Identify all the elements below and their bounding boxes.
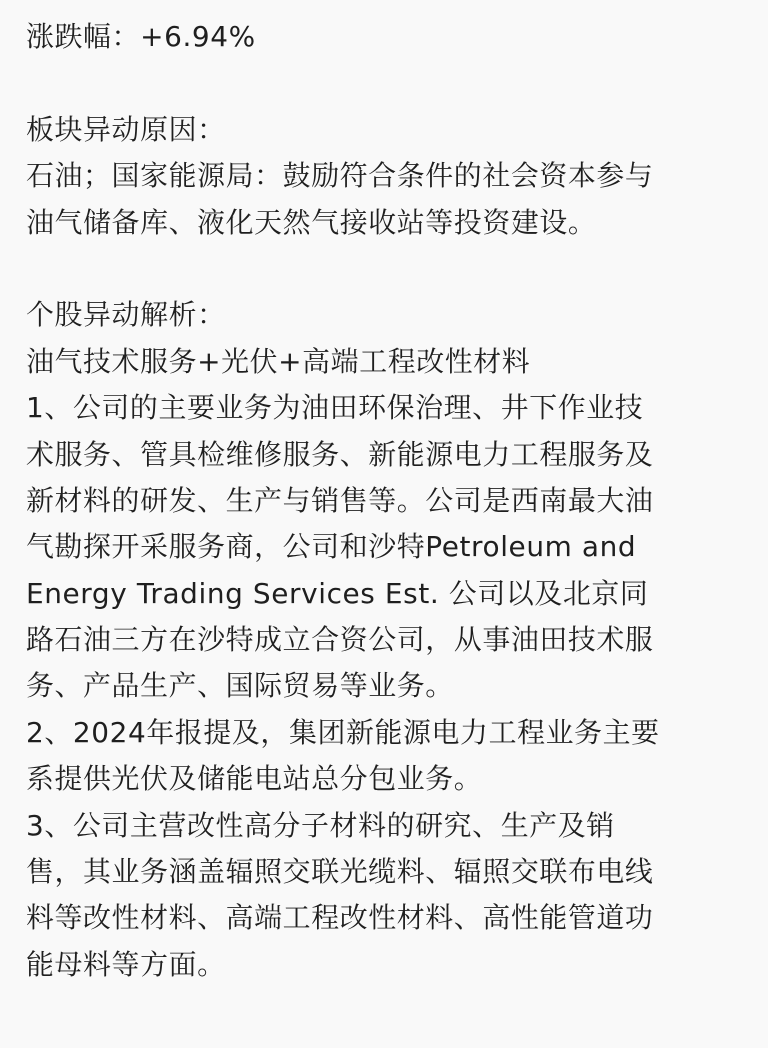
sector-reason-line: 油气储备库、液化天然气接收站等投资建设。: [26, 205, 597, 239]
stock-tags: 油气技术服务+光伏+高端工程改性材料: [26, 344, 531, 378]
change-value: +6.94%: [140, 20, 256, 53]
sector-heading: 板块异动原因：: [26, 112, 226, 146]
change-label: 涨跌幅：: [26, 20, 141, 53]
analysis-line: 气勘探开采服务商，公司和沙特Petroleum and: [26, 530, 637, 564]
analysis-line: 系提供光伏及储能电站总分包业务。: [26, 762, 483, 796]
spacer: [26, 60, 744, 106]
analysis-line: 3、公司主营改性高分子材料的研究、生产及销: [26, 808, 615, 842]
analysis-line: 术服务、管具检维修服务、新能源电力工程服务及: [26, 437, 654, 471]
analysis-line: 务、产品生产、国际贸易等业务。: [26, 669, 454, 703]
stock-heading: 个股异动解析：: [26, 298, 226, 332]
spacer: [26, 246, 744, 292]
analysis-line: 2、2024年报提及，集团新能源电力工程业务主要: [26, 715, 660, 749]
analysis-line: 能母料等方面。: [26, 947, 226, 981]
change-line: [26, 14, 742, 60]
analysis-line: 1、公司的主要业务为油田环保治理、井下作业技: [26, 391, 644, 425]
analysis-line: Energy Trading Services Est. 公司以及北京同: [26, 576, 649, 610]
analysis-line: 路石油三方在沙特成立合资公司，从事油田技术服: [26, 623, 654, 657]
analysis-line: 新材料的研发、生产与销售等。公司是西南最大油: [26, 483, 654, 517]
analysis-line: 料等改性材料、高端工程改性材料、高性能管道功: [26, 901, 654, 935]
sector-reason-line: 石油；国家能源局：鼓励符合条件的社会资本参与: [26, 159, 654, 193]
analysis-line: 售，其业务涵盖辐照交联光缆料、辐照交联布电线: [26, 855, 654, 889]
